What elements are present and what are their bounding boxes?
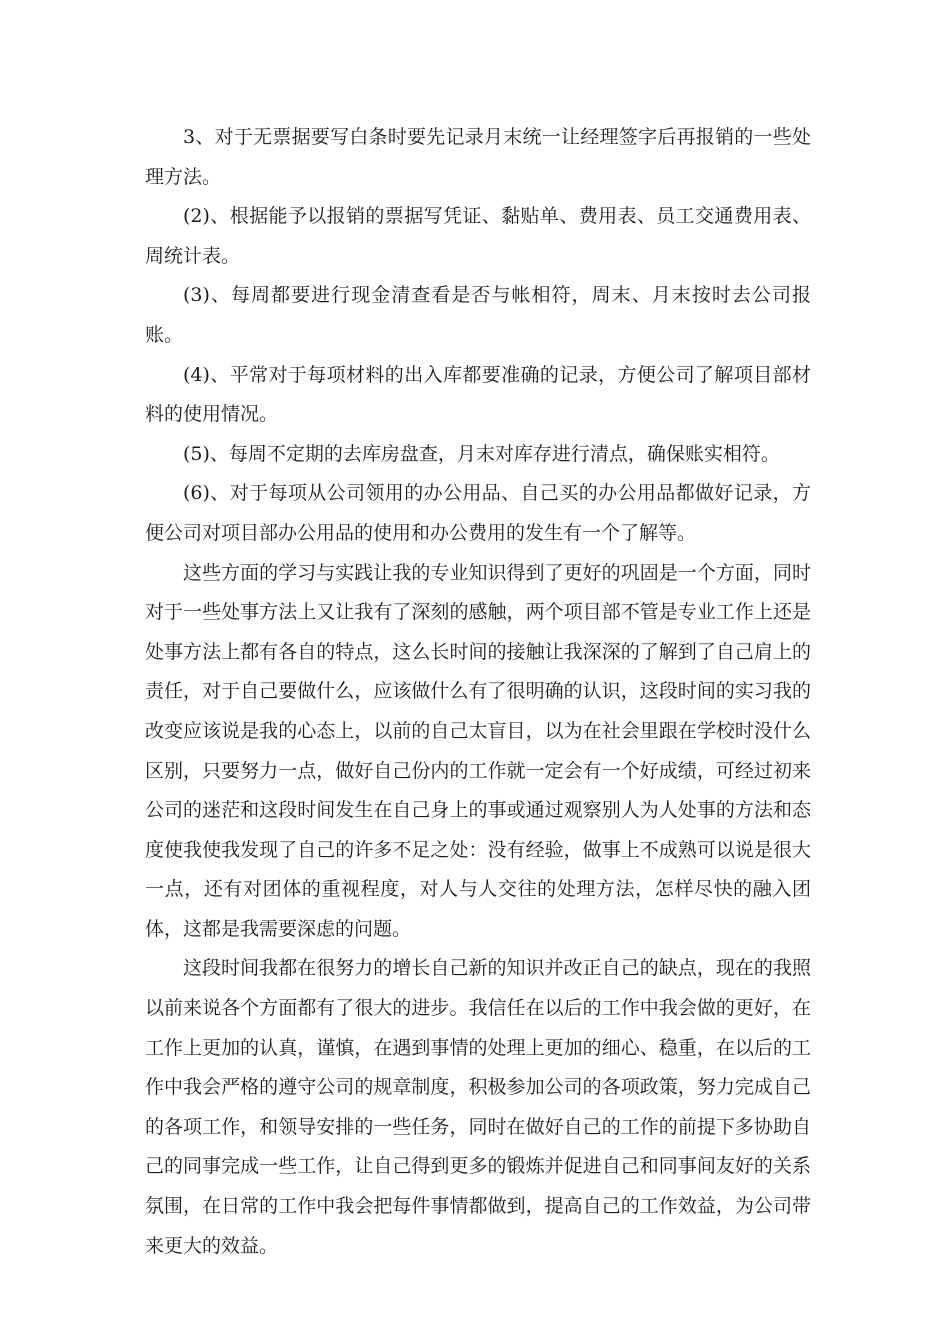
paragraph-item-3b: (3)、每周都要进行现金清查看是否与帐相符，周末、月末按时去公司报账。 [145,284,811,346]
paragraph-item-3: 3、对于无票据要写白条时要先记录月末统一让经理签字后再报销的一些处理方法。 [145,126,811,188]
paragraph-item-6: (6)、对于每项从公司领用的办公用品、自己买的办公用品都做好记录，方便公司对项目部办公用品的使用和办公费用的发生有一个了解等。 [145,482,811,544]
paragraph-conclusion: 这段时间我都在很努力的增长自己新的知识并改正自己的缺点，现在的我照以前来说各个方面都有了很大的进步。我信任在以后的工作中我会做的更好，在工作上更加的认真，谨慎，在遇到事情的处理上更加的细心、稳重，在以后的工作中我会严格的遵守公司的规章制度，积极参加公司的各项政策，努力完成自己的各项工作，和领导安排的一些任务，同时在做好自己的工作的前提下多协助自己的同事完成一些工作，让自己得到更多的锻炼并促进自己和同事间友好的关系氛围，在日常的工作中我会把每件事情都做到，提高自己的工作效益，为公司带来更大的效益。 [145,957,811,1257]
paragraph-item-5: (5)、每周不定期的去库房盘查，月末对库存进行清点，确保账实相符。 [183,442,780,465]
paragraph-item-2: (2)、根据能予以报销的票据写凭证、黏贴单、费用表、员工交通费用表、周统计表。 [145,205,811,267]
document-body [145,118,811,1266]
paragraph-item-4: (4)、平常对于每项材料的出入库都要准确的记录，方便公司了解项目部材料的使用情况。 [145,363,811,426]
paragraph-reflection: 这些方面的学习与实践让我的专业知识得到了更好的巩固是一个方面，同时对于一些处事方法上又让我有了深刻的感触，两个项目部不管是专业工作上还是处事方法上都有各自的特点，这么长时间的接触让我深深的了解到了自己肩上的责任，对于自己要做什么，应该做什么有了很明确的认识，这段时间的实习我的改变应该说是我的心态上，以前的自己太盲目，以为在社会里跟在学校时没什么区别，只要努力一点，做好自己份内的工作就一定会有一个好成绩，可经过初来公司的迷茫和这段时间发生在自己身上的事或通过观察别人为人处事的方法和态度使我使我发现了自己的许多不足之处：没有经验，做事上不成熟可以说是很大一点，还有对团体的重视程度，对人与人交往的处理方法，怎样尽快的融入团体，这都是我需要深虑的问题。 [145,561,811,940]
